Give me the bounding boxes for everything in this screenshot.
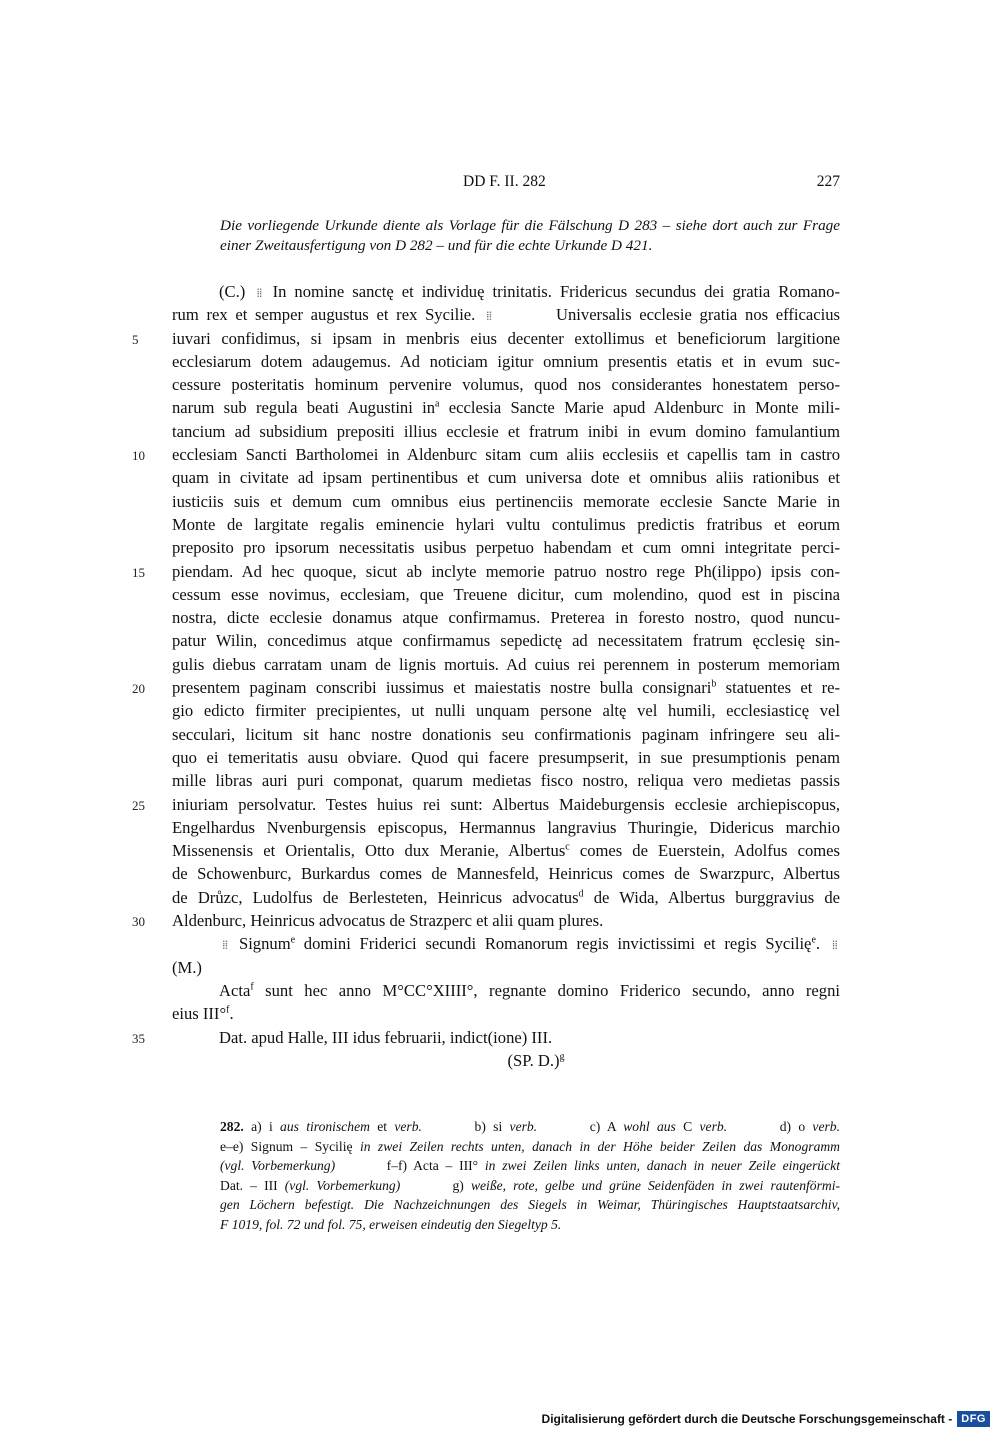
- text-line: [172, 1049, 840, 1072]
- line-text: secculari, licitum sit hanc nostre donationis seu confirmationis paginam infringere seu ali-: [172, 724, 840, 744]
- footnote-line: e–e) Signum – Sycilię in zwei Zeilen rechts unten, danach in der Höhe beider Zeilen das Monogramm: [220, 1138, 841, 1154]
- line-text: ecclesiarum dotem adaugemus. Ad noticiam igitur omnium presentis etatis et in evum suc-: [172, 351, 840, 371]
- line-text: (C.) ⁞⁞ In nomine sanctę et individuę trinitatis. Fridericus secundus dei gratia Romano-: [219, 282, 841, 301]
- text-line: [172, 490, 840, 513]
- text-line: [172, 886, 840, 909]
- line-text: piendam. Ad hec quoque, sicut ab inclyte memorie patruo nostro rege Ph(ilippo) ipsis con-: [172, 561, 840, 581]
- line-text: tancium ad subsidium prepositi illius ecclesie et fratrum inibi in evum domino famulantium: [172, 421, 840, 441]
- line-number: 30: [132, 914, 145, 930]
- page-number: 227: [816, 173, 840, 190]
- text-line: [172, 536, 840, 559]
- line-text: narum sub regula beati Augustini $in^a$ ecclesia Sancte Marie apud Aldenburc in Monte mili-: [172, 398, 840, 418]
- text-line: [172, 979, 840, 1002]
- line-text: gulis diebus carratam unam de lignis mortuis. Ad cuius rei perennem in posterum memoriam: [172, 654, 840, 674]
- footnote-line: (vgl. Vorbemerkung) f–f) Acta – III° in zwei Zeilen links unten, danach in neuer Zeile eingerückt: [220, 1158, 840, 1174]
- charter-text: [132, 280, 841, 1072]
- line-text: Missenensis et Orientalis, Otto dux Meranie, Albertus$^c$ comes de Euerstein, Adolfus comes: [172, 841, 840, 861]
- line-text: iniuriam persolvatur. Testes huius rei sunt: Albertus Maideburgensis ecclesie archiepiscopus,: [172, 794, 840, 814]
- line-text: gio edicto firmiter precipientes, ut nulli unquam persone altę vel humili, ecclesiasticę vel: [172, 701, 840, 721]
- text-line: [172, 606, 840, 629]
- line-number: 35: [132, 1030, 145, 1046]
- footnote-line: 282. a) i aus tironischem et verb. b) si verb. c) A wohl aus C verb. d) o verb.: [220, 1119, 840, 1134]
- line-number: 5: [132, 331, 139, 347]
- line-text: patur Wilin, concedimus atque confirmamus sepedictę ad necessitatem fratrum ęcclesię sin-: [172, 631, 840, 651]
- line-number: 15: [132, 564, 145, 580]
- text-line: [132, 909, 840, 932]
- dfg-logo-icon[interactable]: DFG: [957, 1411, 990, 1427]
- line-text: ⁞⁞ Signum$^e$ domini Friderici secundi Romanorum regis invictissimi et regis Sycilię$^e$. ⁞⁞: [222, 934, 837, 954]
- text-line: [172, 466, 840, 489]
- preliminary-note: Die vorliegende Urkunde diente als Vorlage für die Fälschung D 283 – siehe dort auch zur Frage einer Zweitausfertigung von D 282 – und für die echte Urkunde D 421.: [220, 217, 840, 254]
- footnote-line: F 1019, fol. 72 und fol. 75, erweisen eindeutig den Siegeltyp 5.: [220, 1216, 562, 1232]
- text-line: [172, 350, 840, 373]
- text-line: [172, 723, 840, 746]
- text-line: [172, 956, 840, 979]
- line-text: iuvari confidimus, si ipsam in menbris eius decenter extollimus et beneficiorum largitione: [172, 328, 840, 348]
- line-text: (SP. D.)$^g$: [507, 1050, 565, 1070]
- line-number: 20: [132, 681, 145, 697]
- footnote-line: gen Löchern befestigt. Die Nachzeichnungen des Siegels in Weimar, Thüringisches Hauptstaatsarchiv,: [220, 1197, 840, 1213]
- text-line: [132, 560, 840, 583]
- text-line: [172, 699, 840, 722]
- text-line: [172, 420, 840, 443]
- text-line: [172, 629, 840, 652]
- line-text: ecclesiam Sancti Bartholomei in Aldenburc sitam cum aliis ecclesiis et capellis tam in castro: [172, 445, 840, 465]
- footnote-line: Dat. – III (vgl. Vorbemerkung) g) weiße, rote, gelbe und grüne Seidenfäden in zwei rautenförmi-: [220, 1177, 840, 1193]
- text-line: [172, 513, 840, 536]
- line-text: mille libras auri puri componat, quarum medietas fisco nostro, reliqua vero medietas passis: [172, 771, 840, 791]
- line-text: de Drůzc, Ludolfus de Berlesteten, Heinricus advocatus$^d$ de Wida, Albertus burggravius de: [172, 887, 840, 907]
- line-number: 25: [132, 797, 145, 813]
- text-line: [132, 676, 840, 699]
- line-text: quam in civitate ad ipsam pertinentibus et cum universa dote et omnibus aliis rationibus et: [172, 468, 840, 488]
- line-text: iusticiis suis et demum cum omnibus eius pertinenciis memorate ecclesie Sancte Marie in: [172, 491, 840, 511]
- running-head: [220, 173, 840, 195]
- text-line: [172, 653, 840, 676]
- text-line: [132, 443, 840, 466]
- text-line: [132, 793, 840, 816]
- text-line: [172, 932, 840, 955]
- line-number: 10: [132, 448, 145, 464]
- text-line: [172, 1002, 840, 1025]
- running-head-title: DD F. II. 282: [463, 173, 546, 190]
- text-line: [172, 396, 840, 419]
- dfg-footer[interactable]: [542, 1409, 990, 1429]
- line-text: rum rex et semper augustus et rex Sycilie. ⁞⁞ Universalis ecclesie gratia nos efficacius: [172, 305, 840, 325]
- line-text: cessure posteritatis hominum pervenire volumus, quod nos considerantes honestatem perso-: [172, 375, 840, 395]
- line-text: (M.): [172, 957, 202, 977]
- dfg-footer-text: Digitalisierung gefördert durch die Deutsche Forschungsgemeinschaft -: [541, 1412, 953, 1426]
- line-text: Aldenburc, Heinricus advocatus de Strazperc et alii quam plures.: [172, 911, 604, 931]
- line-text: Monte de largitate regalis eminencie hylari vultu contulimus predictis fratribus et eorum: [172, 514, 840, 534]
- text-line: [172, 303, 840, 326]
- footnotes: [220, 1117, 840, 1235]
- text-line: [172, 373, 840, 396]
- line-text: quo ei temeritatis ausu obviare. Quod qui facere presumpserit, in sue presumptionis penam: [172, 747, 840, 767]
- line-text: Engelhardus Nvenburgensis episcopus, Hermannus langravius Thuringie, Didericus marchio: [172, 817, 840, 837]
- line-text: nostra, dicte ecclesie donamus atque confirmamus. Preterea in foresto nostro, quod nuncu-: [172, 608, 840, 628]
- line-text: de Schowenburc, Burkardus comes de Mannesfeld, Heinricus comes de Swarzpurc, Albertus: [172, 864, 840, 884]
- text-line: [132, 1026, 840, 1049]
- line-text: Acta$^f$ sunt hec anno M°CC°XIIII°, regnante domino Friderico secundo, anno regni: [219, 980, 840, 1000]
- text-line: [172, 862, 840, 885]
- line-text: eius III°$^f$.: [172, 1004, 234, 1024]
- text-line: [172, 839, 840, 862]
- text-line: [172, 583, 840, 606]
- text-line: [132, 327, 840, 350]
- line-text: preposito pro ipsorum necessitatis usibus perpetuo habendam et cum omni integritate perci-: [172, 538, 840, 558]
- text-line: [172, 769, 840, 792]
- line-text: Dat. apud Halle, III idus februarii, indict(ione) III.: [219, 1027, 553, 1047]
- text-line: [172, 280, 840, 303]
- text-line: [172, 746, 840, 769]
- text-line: [172, 816, 840, 839]
- line-text: cessum esse novimus, ecclesiam, que Treuene dicitur, cum molendino, quod est in piscina: [172, 584, 840, 604]
- line-text: presentem paginam conscribi iussimus et maiestatis nostre bulla consignari$^b$ statuentes et re-: [172, 678, 840, 698]
